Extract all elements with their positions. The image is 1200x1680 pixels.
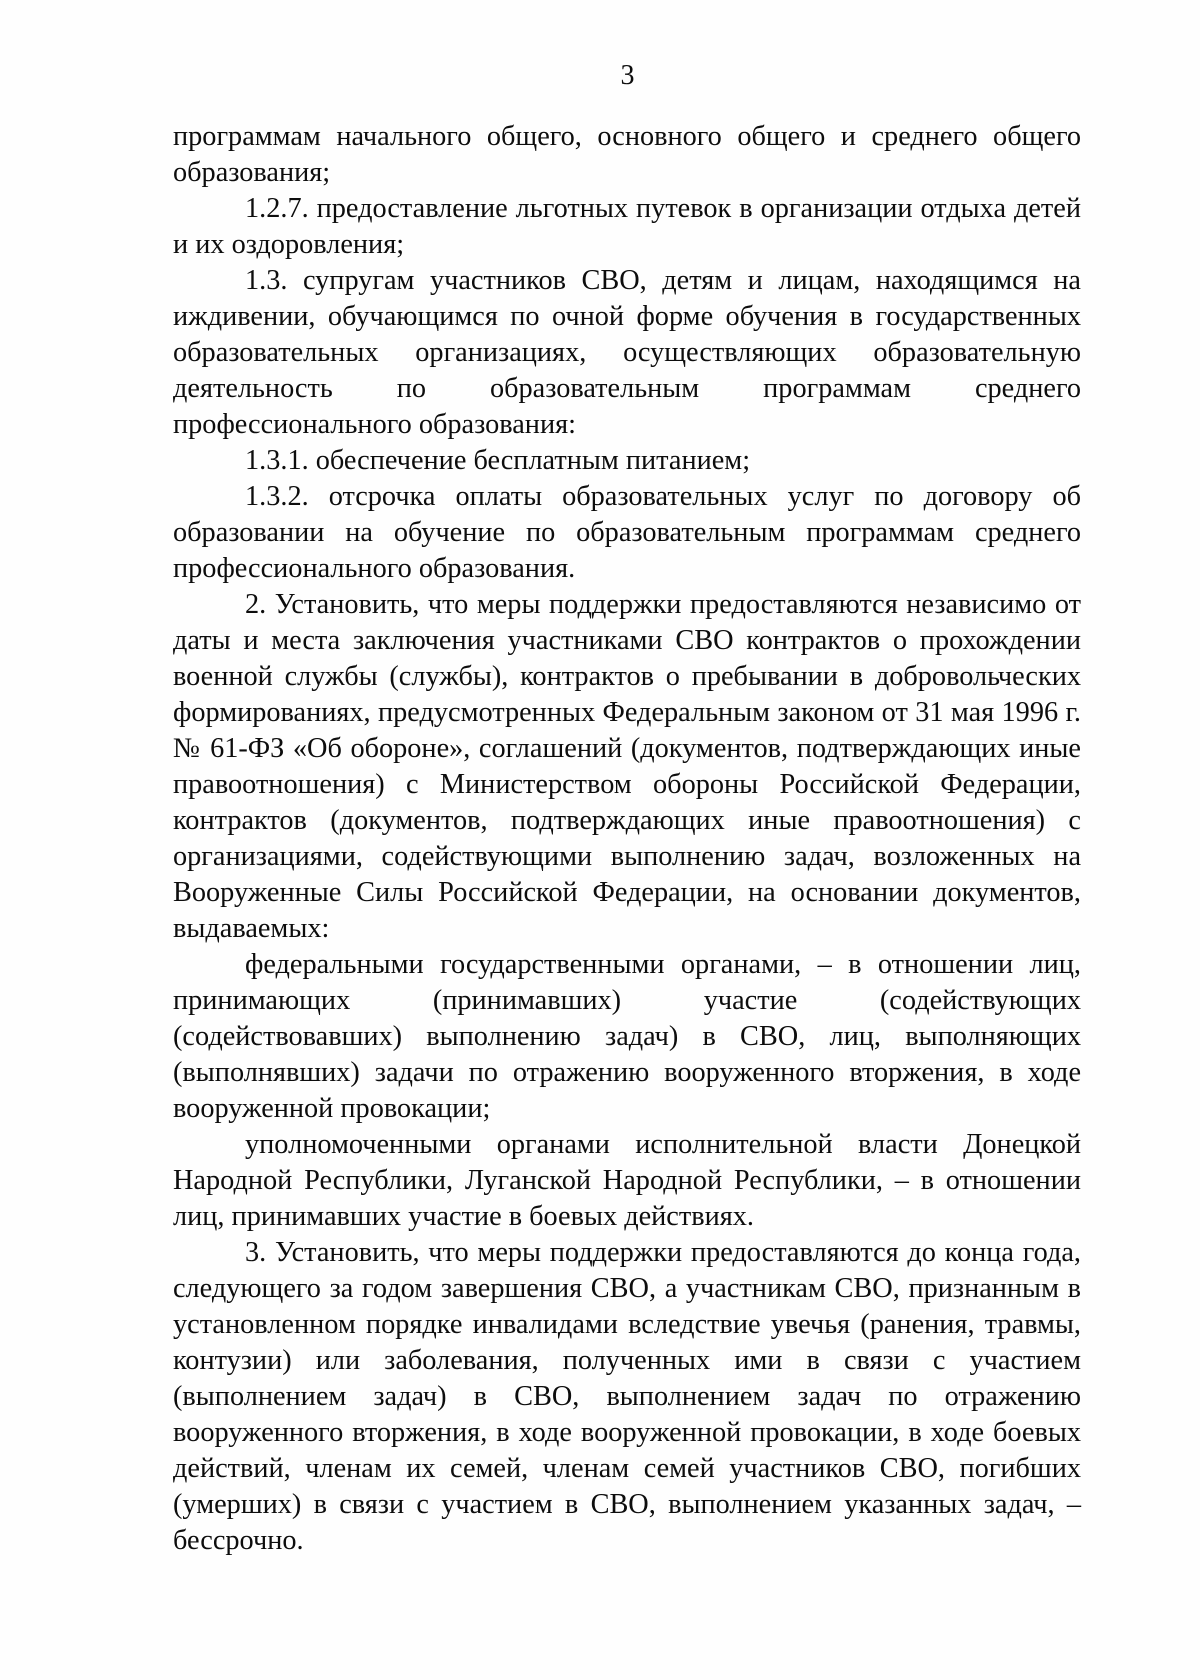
document-body <box>173 119 1081 1559</box>
paragraph-continuation: программам начального общего, основного общего и среднего общего образования; <box>173 121 1081 188</box>
paragraph-1-3-1: 1.3.1. обеспечение бесплатным питанием; <box>245 445 751 476</box>
paragraph-2: 2. Установить, что меры поддержки предоставляются независимо от даты и места заключения участниками СВО контрактов о прохождении военной службы (службы), контрактов о пребывании в добровольческих формированиях, предусмотренных Федеральным законом от 31 мая 1996 г. № 61-ФЗ «Об обороне», соглашений (документов, подтверждающих иные правоотношения) с Министерством обороны Российской Федерации, контрактов (документов, подтверждающих иные правоотношения) с организациями, содействующими выполнению задач, возложенных на Вооруженные Силы Российской Федерации, на основании документов, выдаваемых: <box>173 589 1081 944</box>
paragraph-authorized-bodies: уполномоченными органами исполнительной власти Донецкой Народной Республики, Луганской Народной Республики, – в отношении лиц, принимавших участие в боевых действиях. <box>173 1129 1081 1232</box>
page-number: 3 <box>620 60 635 91</box>
paragraph-3: 3. Установить, что меры поддержки предоставляются до конца года, следующего за годом завершения СВО, а участникам СВО, признанным в установленном порядке инвалидами вследствие увечья (ранения, травмы, контузии) или заболевания, полученных ими в связи с участием (выполнением задач) в СВО, выполнением задач по отражению вооруженного вторжения, в ходе вооруженной провокации, в ходе боевых действий, членам их семей, членам семей участников СВО, погибших (умерших) в связи с участием в СВО, выполнением указанных задач, – бессрочно. <box>173 1237 1081 1556</box>
paragraph-federal-bodies: федеральными государственными органами, – в отношении лиц, принимающих (принимавших) участие (содействующих (содействовавших) выполнению задач) в СВО, лиц, выполняющих (выполнявших) задачи по отражению вооруженного вторжения, в ходе вооруженной провокации; <box>173 949 1081 1124</box>
paragraph-1-3-2: 1.3.2. отсрочка оплаты образовательных услуг по договору об образовании на обучение по образовательным программам среднего профессионального образования. <box>173 481 1081 584</box>
paragraph-1-2-7: 1.2.7. предоставление льготных путевок в организации отдыха детей и их оздоровления; <box>173 193 1081 260</box>
paragraph-1-3: 1.3. супругам участников СВО, детям и лицам, находящимся на иждивении, обучающимся по очной форме обучения в государственных образовательных организациях, осуществляющих образовательную деятельность по образовательным программам среднего профессионального образования: <box>173 265 1081 440</box>
